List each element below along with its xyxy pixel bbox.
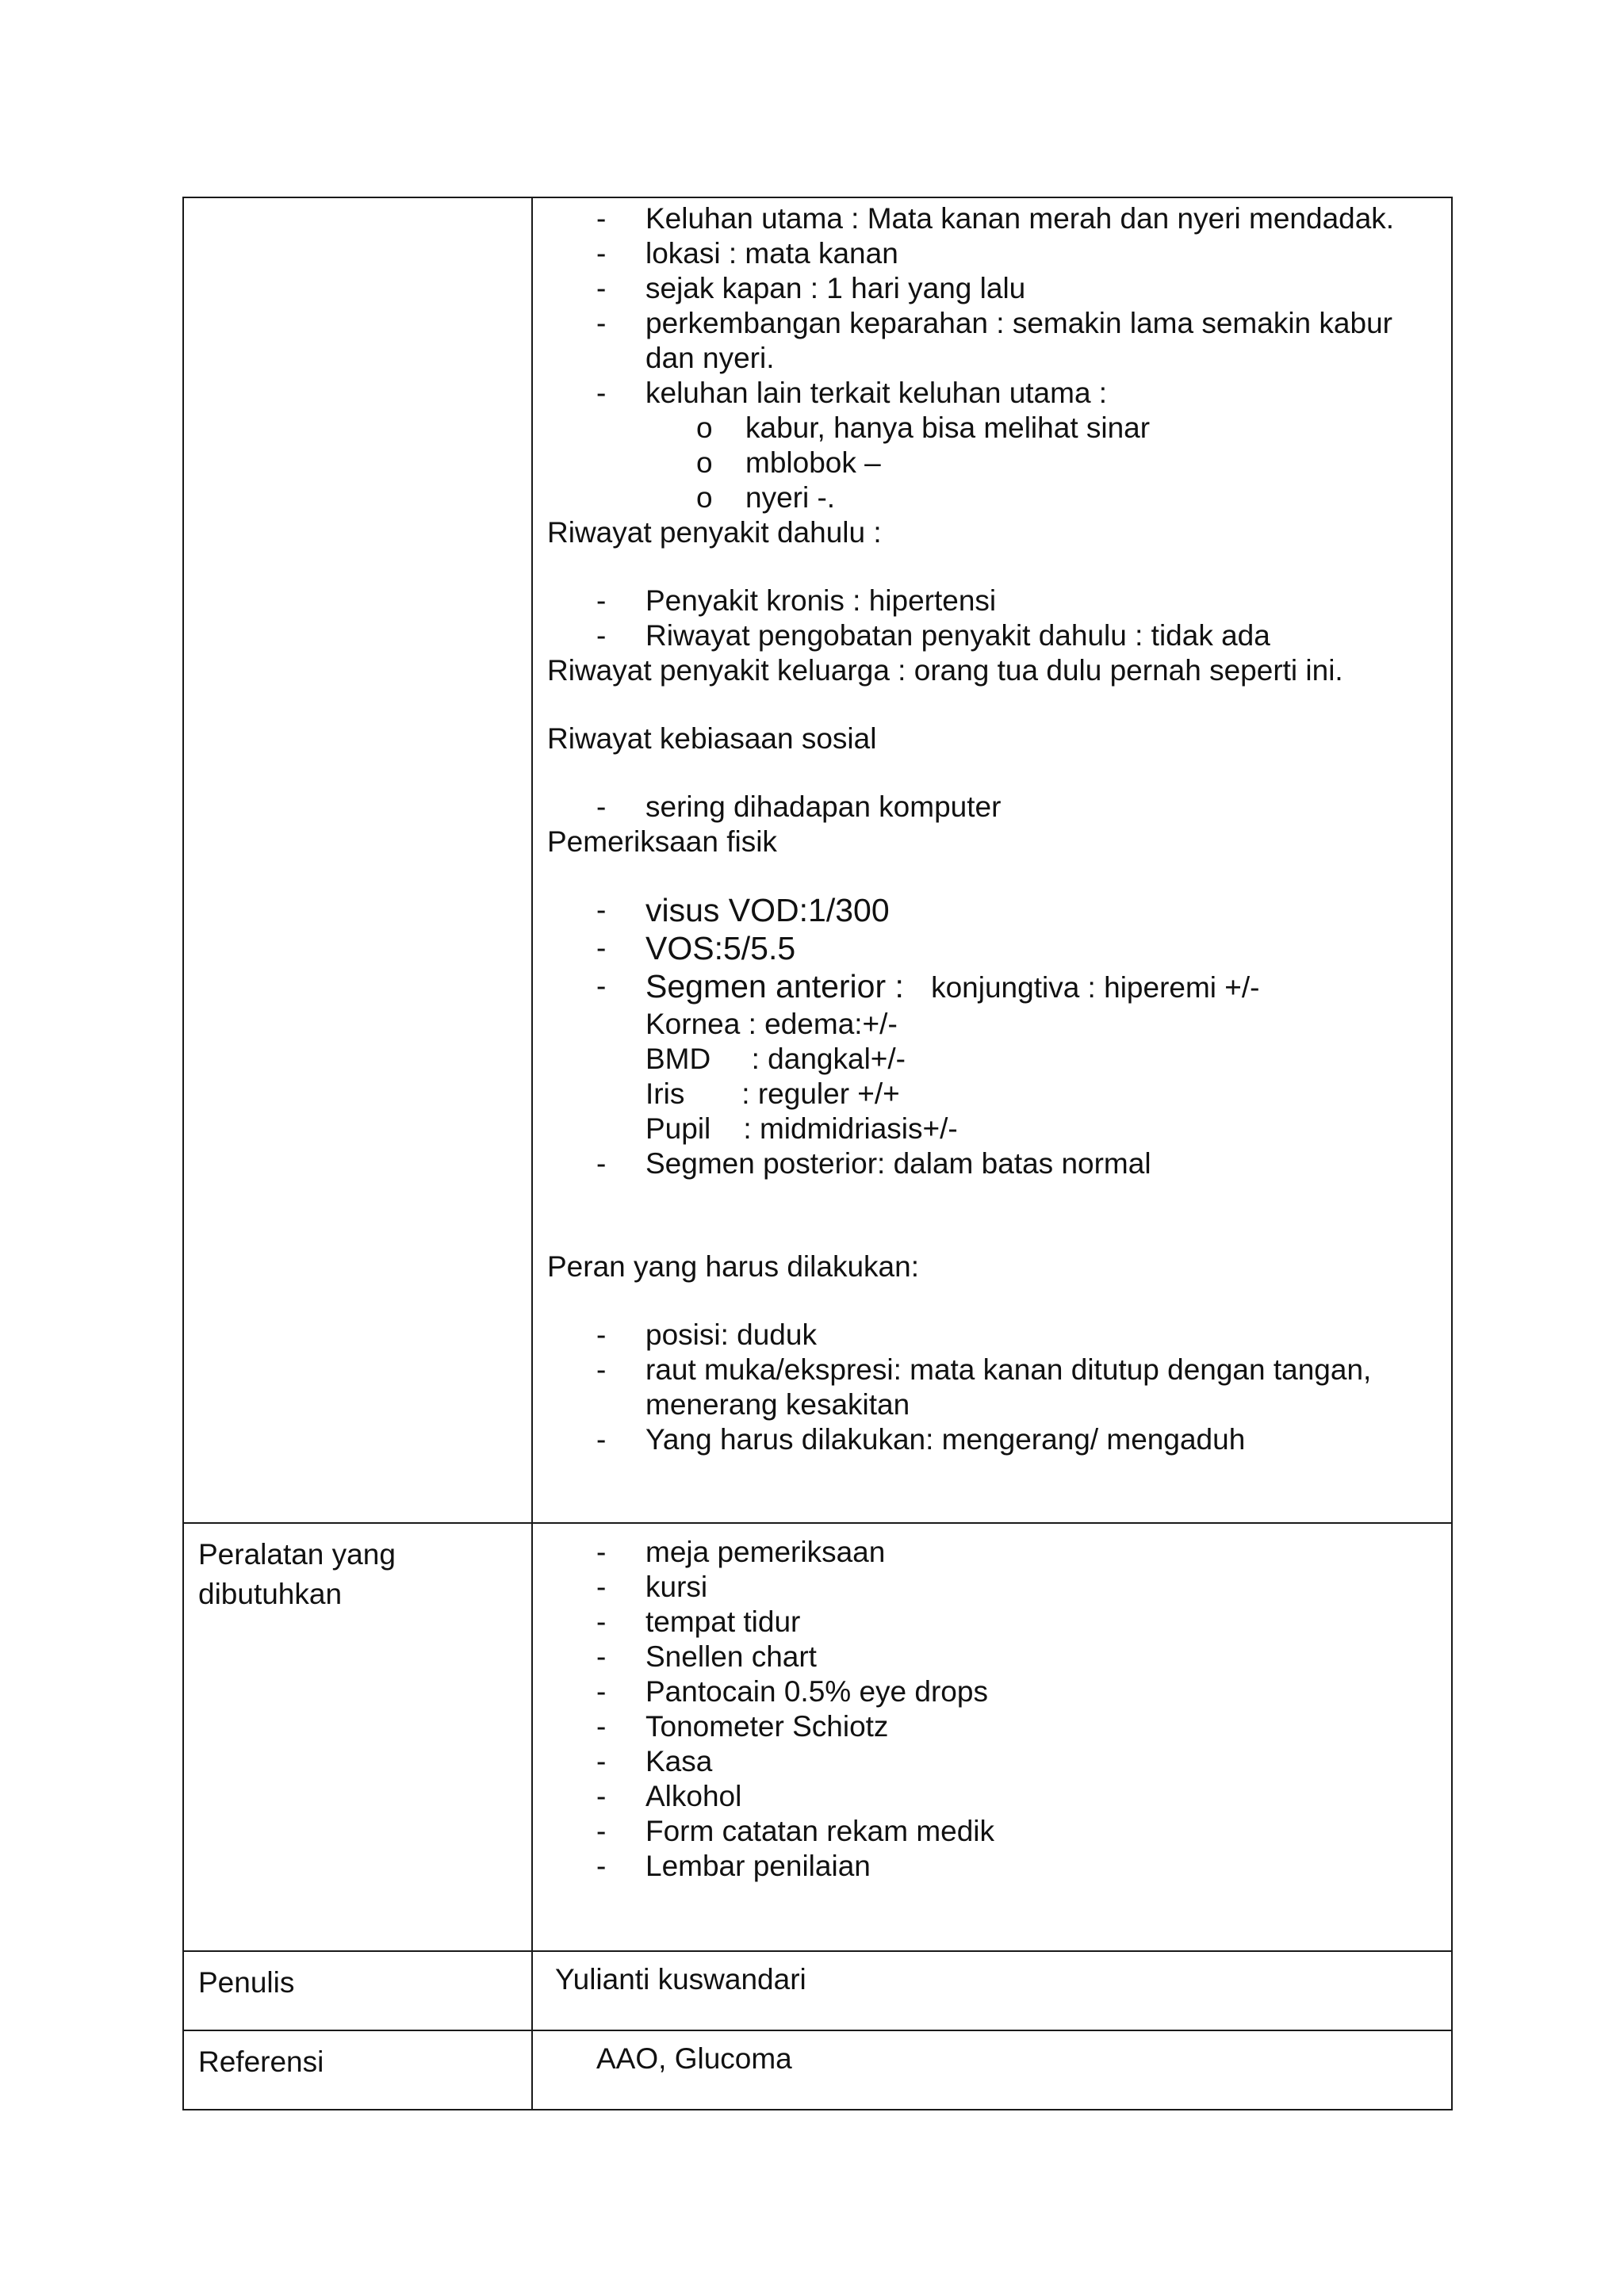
reference-cell	[532, 2030, 1452, 2110]
writer-row	[183, 1951, 1452, 2030]
past-history-item: - Penyakit kronis : hipertensi	[596, 584, 997, 617]
social-history-item: - sering dihadapan komputer	[596, 790, 1002, 823]
complaint-item: - sejak kapan : 1 hari yang lalu	[596, 272, 1026, 304]
segmen-anterior-line: Iris : reguler +/+	[645, 1077, 900, 1110]
physical-exam-title: Pemeriksaan fisik	[547, 825, 777, 858]
reference-label: Referensi	[183, 2030, 532, 2110]
equipment-item: - Alkohol	[596, 1780, 742, 1812]
equipment-label: Peralatan yang dibutuhkan	[183, 1523, 532, 1951]
segmen-anterior-line: Pupil : midmidriasis+/-	[645, 1112, 958, 1145]
equipment-list	[532, 1523, 1452, 1951]
equipment-item: - Form catatan rekam medik	[596, 1815, 995, 1847]
equipment-item: - Snellen chart	[596, 1640, 817, 1673]
segmen-anterior-line: Kornea : edema:+/-	[645, 1008, 898, 1040]
reference-row	[183, 2030, 1452, 2110]
document-table	[182, 197, 1453, 2110]
case-content-cell	[532, 197, 1452, 1523]
past-history-item: - Riwayat pengobatan penyakit dahulu : tidak ada	[596, 619, 1270, 652]
segmen-posterior-item: - Segmen posterior: dalam batas normal	[596, 1147, 1151, 1180]
reference-value: AAO, Glucoma	[596, 2042, 792, 2075]
family-history: Riwayat penyakit keluarga : orang tua dulu pernah seperti ini.	[547, 654, 1343, 687]
writer-value: Yulianti kuswandari	[555, 1963, 806, 1996]
other-complaints-label: - keluhan lain terkait keluhan utama :	[596, 377, 1108, 409]
equipment-item: - Tonometer Schiotz	[596, 1710, 889, 1743]
role-item: - posisi: duduk	[596, 1318, 817, 1351]
past-history-title: Riwayat penyakit dahulu :	[547, 516, 882, 549]
segmen-anterior-line: BMD : dangkal+/-	[645, 1043, 906, 1075]
complaint-item: - Keluhan utama : Mata kanan merah dan nyeri mendadak.	[596, 202, 1395, 235]
vos-item: - VOS:5/5.5	[596, 930, 796, 966]
writer-cell	[532, 1951, 1452, 2030]
equipment-row	[183, 1523, 1452, 1951]
other-complaint-item: o nyeri -.	[696, 481, 836, 514]
role-title: Peran yang harus dilakukan:	[547, 1250, 919, 1283]
case-row	[183, 197, 1452, 1523]
segmen-anterior-item: - Segmen anterior : konjungtiva : hiperemi +/-	[596, 968, 1260, 1004]
equipment-item: - Pantocain 0.5% eye drops	[596, 1675, 988, 1708]
equipment-item: - meja pemeriksaan	[596, 1536, 886, 1568]
writer-label: Penulis	[183, 1951, 532, 2030]
complaint-item: - lokasi : mata kanan	[596, 237, 898, 270]
equipment-item: - tempat tidur	[596, 1605, 801, 1638]
role-action-item: - Yang harus dilakukan: mengerang/ mengaduh	[596, 1423, 1246, 1456]
case-label-cell	[183, 197, 532, 1523]
progression-item: - perkembangan keparahan : semakin lama semakin kabur dan nyeri.	[596, 307, 1392, 374]
equipment-item: - Lembar penilaian	[596, 1850, 871, 1882]
role-expression-item: - raut muka/ekspresi: mata kanan ditutup dengan tangan, menerang kesakitan	[596, 1353, 1372, 1421]
social-history-title: Riwayat kebiasaan sosial	[547, 722, 877, 755]
other-complaint-item: o mblobok –	[696, 446, 881, 479]
equipment-item: - Kasa	[596, 1745, 713, 1777]
visus-item: - visus VOD:1/300	[596, 892, 890, 928]
other-complaint-item: o kabur, hanya bisa melihat sinar	[696, 411, 1151, 444]
equipment-item: - kursi	[596, 1571, 708, 1603]
